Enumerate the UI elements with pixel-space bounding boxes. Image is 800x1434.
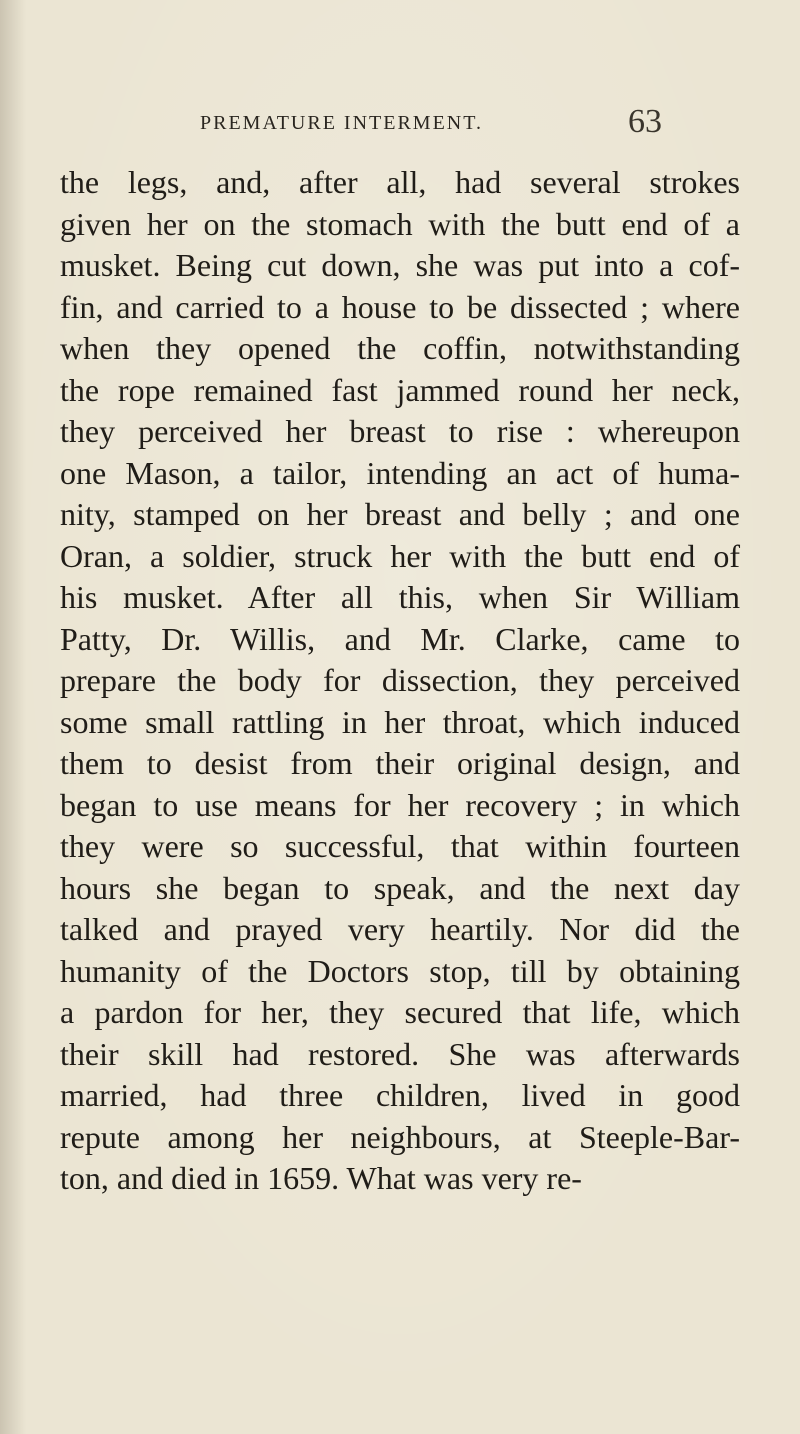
body-text xyxy=(60,162,740,1200)
text-line: hours she began to speak, and the next day xyxy=(60,869,740,906)
text-line: ton, and died in 1659. What was very re- xyxy=(60,1160,582,1196)
text-line: repute among her neighbours, at Steeple-Bar- xyxy=(60,1118,740,1155)
text-line: his musket. After all this, when Sir William xyxy=(60,579,740,615)
text-line: fin, and carried to a house to be dissected ; where xyxy=(60,288,740,325)
text-line: the rope remained fast jammed round her neck, xyxy=(60,371,740,408)
running-title: PREMATURE INTERMENT. xyxy=(200,112,483,134)
page-gutter-shadow xyxy=(0,0,26,1434)
text-line: began to use means for her recovery ; in which xyxy=(60,786,740,823)
text-line: them to desist from their original design, and xyxy=(60,745,740,781)
text-line: one Mason, a tailor, intending an act of huma- xyxy=(60,454,740,491)
text-line: Patty, Dr. Willis, and Mr. Clarke, came to xyxy=(60,620,740,657)
text-line: the legs, and, after all, had several strokes xyxy=(60,164,740,200)
running-head xyxy=(0,100,800,140)
text-line: prepare the body for dissection, they perceived xyxy=(60,662,740,698)
text-line: given her on the stomach with the butt end of a xyxy=(60,205,740,242)
text-line: Oran, a soldier, struck her with the butt end of xyxy=(60,537,740,574)
text-line: they perceived her breast to rise : whereupon xyxy=(60,413,740,449)
text-line: some small rattling in her throat, which induced xyxy=(60,703,740,740)
text-line: married, had three children, lived in good xyxy=(60,1077,740,1113)
text-line: talked and prayed very heartily. Nor did the xyxy=(60,911,740,947)
text-line: they were so successful, that within fourteen xyxy=(60,828,740,864)
page-number: 63 xyxy=(628,103,662,140)
text-line: when they opened the coffin, notwithstanding xyxy=(60,330,740,366)
text-line: nity, stamped on her breast and belly ; and one xyxy=(60,496,740,532)
text-line: a pardon for her, they secured that life, which xyxy=(60,994,740,1030)
text-line: humanity of the Doctors stop, till by obtaining xyxy=(60,952,740,989)
text-line: musket. Being cut down, she was put into a cof- xyxy=(60,247,740,283)
text-line: their skill had restored. She was afterwards xyxy=(60,1035,740,1072)
